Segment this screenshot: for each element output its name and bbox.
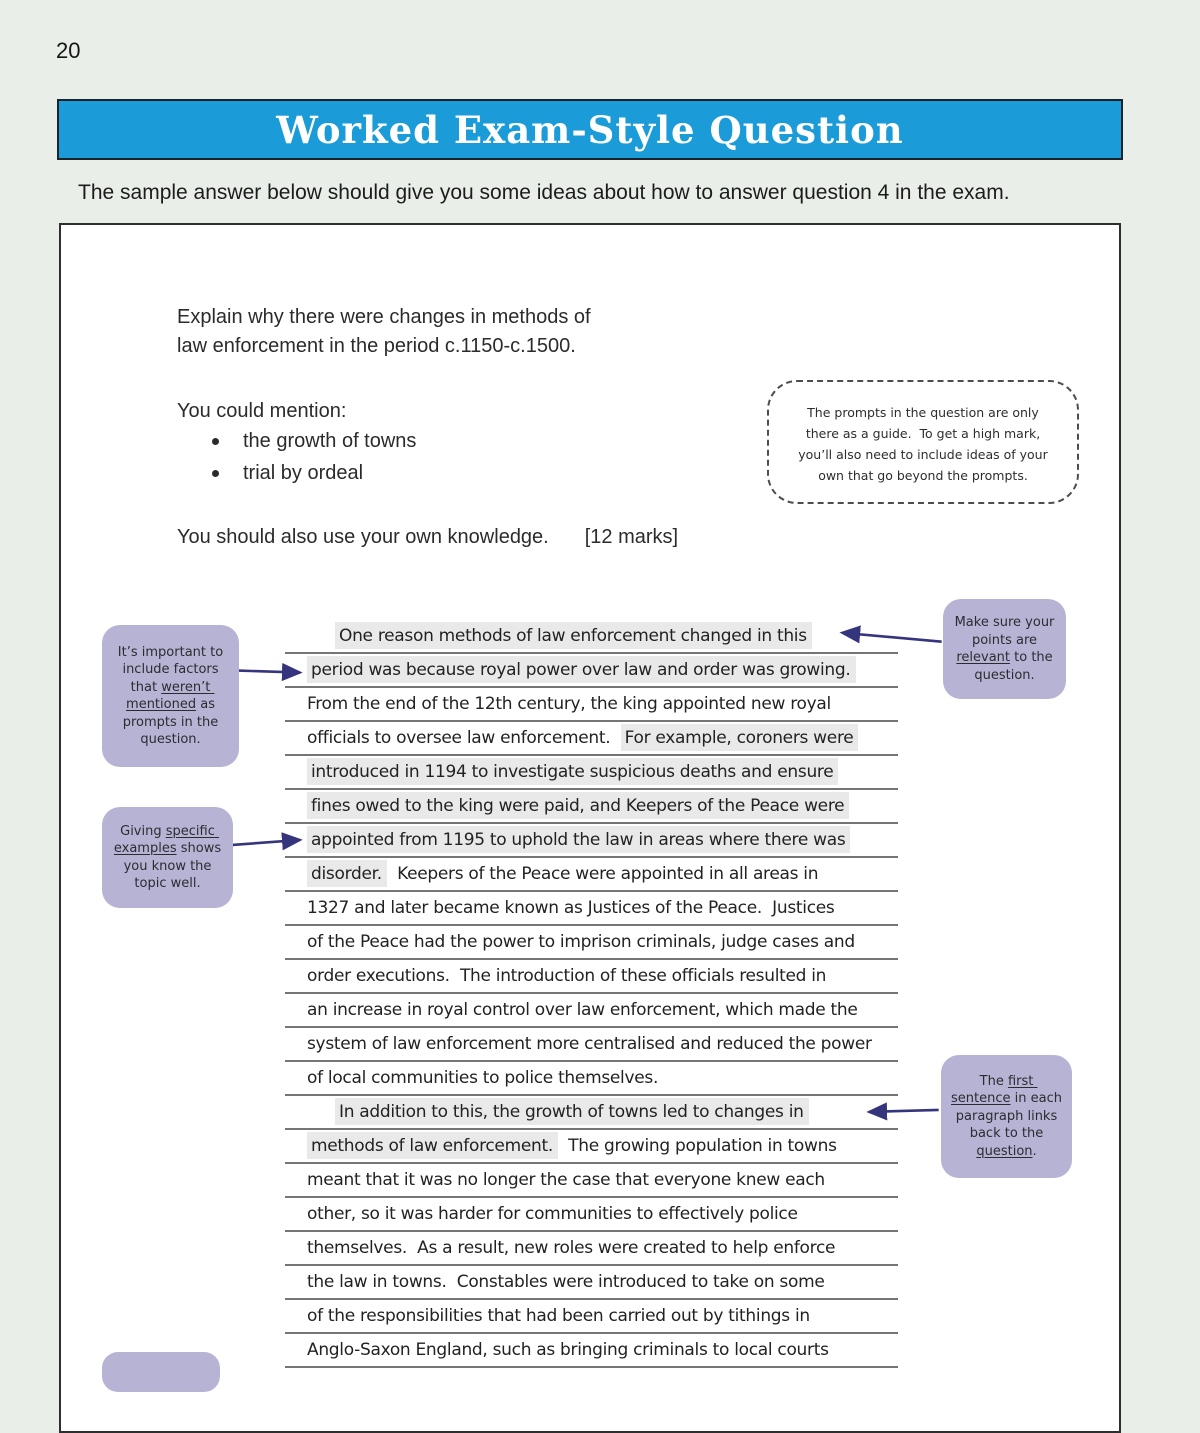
answer-line xyxy=(285,790,898,824)
answer-line xyxy=(285,620,898,654)
answer-text: Keepers of the Peace were appointed in all areas in xyxy=(386,864,819,884)
answer-text: meant that it was no longer the case that everyone knew each xyxy=(307,1170,825,1190)
bullet-text: trial by ordeal xyxy=(243,461,364,484)
intro-text: The sample answer below should give you some ideas about how to answer question 4 in the exam. xyxy=(78,181,1010,204)
note-text: to the question. xyxy=(974,650,1057,683)
section-banner xyxy=(57,99,1123,160)
answer-text-highlighted: One reason methods of law enforcement changed in this xyxy=(335,622,812,649)
answer-text-highlighted: period was because royal power over law and order was growing. xyxy=(307,656,856,683)
answer-text-highlighted: disorder. xyxy=(307,860,387,887)
marks-label: [12 marks] xyxy=(584,526,679,548)
answer-line xyxy=(285,1334,898,1368)
answer-lines xyxy=(285,620,898,1368)
answer-text: The growing population in towns xyxy=(557,1136,837,1156)
answer-line xyxy=(285,926,898,960)
answer-line xyxy=(285,756,898,790)
note-text: Giving xyxy=(120,823,166,839)
page-number: 20 xyxy=(56,38,81,63)
answer-text: an increase in royal control over law enforcement, which made the xyxy=(307,1000,858,1020)
margin-note-factors xyxy=(102,625,239,767)
tip-note-line: there as a guide. To get a high mark, xyxy=(805,426,1041,441)
tip-note-line: own that go beyond the prompts. xyxy=(818,468,1028,483)
answer-line xyxy=(285,994,898,1028)
note-text-underlined: first sentence xyxy=(951,1073,1038,1107)
answer-line xyxy=(285,654,898,688)
own-knowledge-text: You should also use your own knowledge. xyxy=(177,526,549,548)
question-prompt xyxy=(177,303,591,361)
answer-text-highlighted: fines owed to the king were paid, and Keepers of the Peace were xyxy=(307,792,849,819)
note-text-underlined: weren’t mentioned xyxy=(126,679,215,712)
answer-line xyxy=(285,1300,898,1334)
answer-text: officials to oversee law enforcement. xyxy=(307,728,621,748)
question-line: Explain why there were changes in methods of xyxy=(177,306,591,328)
answer-text-highlighted: appointed from 1195 to uphold the law in areas where there was xyxy=(307,826,850,853)
answer-text-highlighted: In addition to this, the growth of towns led to changes in xyxy=(335,1098,809,1125)
answer-line xyxy=(285,1164,898,1198)
margin-note-text xyxy=(950,1073,1067,1161)
answer-text: Anglo-Saxon England, such as bringing criminals to local courts xyxy=(307,1340,829,1360)
answer-text: the law in towns. Constables were introduced to take on some xyxy=(307,1272,825,1292)
own-knowledge-line xyxy=(177,523,678,552)
answer-text: of the responsibilities that had been carried out by tithings in xyxy=(307,1306,810,1326)
answer-text: other, so it was harder for communities to effectively police xyxy=(307,1204,798,1224)
answer-text-highlighted: methods of law enforcement. xyxy=(307,1132,558,1159)
margin-note-relevant xyxy=(943,599,1066,699)
exam-question-box xyxy=(59,223,1121,1433)
question-line: law enforcement in the period c.1150-c.1500. xyxy=(177,335,576,357)
note-text: . xyxy=(1032,1143,1037,1159)
answer-line xyxy=(285,1266,898,1300)
note-text: in each paragraph links back to the xyxy=(955,1091,1067,1142)
bullet-text: the growth of towns xyxy=(243,429,417,452)
note-text-underlined: relevant xyxy=(956,650,1010,665)
answer-line xyxy=(285,722,898,756)
answer-text: order executions. The introduction of these officials resulted in xyxy=(307,966,827,986)
margin-note-text xyxy=(952,614,1057,684)
mention-bullet xyxy=(212,425,416,457)
note-text: shows you know the topic well. xyxy=(123,841,226,891)
answer-line xyxy=(285,824,898,858)
margin-note-first-sentence xyxy=(941,1055,1072,1178)
answer-line xyxy=(285,1028,898,1062)
answer-line xyxy=(285,688,898,722)
answer-line xyxy=(285,858,898,892)
answer-text: system of law enforcement more centralised and reduced the power xyxy=(307,1034,872,1054)
answer-line xyxy=(285,1130,898,1164)
answer-text: 1327 and later became known as Justices of the Peace. Justices xyxy=(307,898,835,918)
tip-note xyxy=(767,380,1079,504)
answer-text: of the Peace had the power to imprison criminals, judge cases and xyxy=(307,932,855,952)
margin-note-text xyxy=(111,823,224,893)
note-text: The xyxy=(979,1073,1008,1089)
section-title: Worked Exam-Style Question xyxy=(276,107,904,152)
note-text-underlined: question xyxy=(976,1143,1033,1159)
answer-line xyxy=(285,1096,898,1130)
tip-note-line: you’ll also need to include ideas of your xyxy=(798,447,1048,462)
answer-text: of local communities to police themselves. xyxy=(307,1068,659,1088)
note-text: as prompts in the question. xyxy=(122,697,223,747)
answer-line xyxy=(285,1232,898,1266)
mention-bullet-list xyxy=(212,425,416,489)
tip-note-line: The prompts in the question are only xyxy=(807,405,1039,420)
margin-note-examples xyxy=(102,807,233,908)
bullet-icon xyxy=(212,470,219,477)
mention-label: You could mention: xyxy=(177,400,347,422)
bullet-icon xyxy=(212,438,219,445)
answer-line xyxy=(285,1198,898,1232)
answer-line xyxy=(285,1062,898,1096)
answer-text: themselves. As a result, new roles were created to help enforce xyxy=(307,1238,836,1258)
answer-line xyxy=(285,892,898,926)
note-text: Make sure your points are xyxy=(954,615,1059,648)
note-text-underlined: specific examples xyxy=(113,823,220,856)
margin-note-cutoff xyxy=(102,1352,220,1392)
answer-line xyxy=(285,960,898,994)
mention-bullet xyxy=(212,457,416,489)
answer-text-highlighted: For example, coroners were xyxy=(621,724,859,751)
note-text: It’s important to include factors that xyxy=(117,644,228,695)
answer-text: From the end of the 12th century, the king appointed new royal xyxy=(307,694,831,714)
margin-note-text xyxy=(111,644,230,749)
answer-text-highlighted: introduced in 1194 to investigate suspicious deaths and ensure xyxy=(307,758,838,785)
